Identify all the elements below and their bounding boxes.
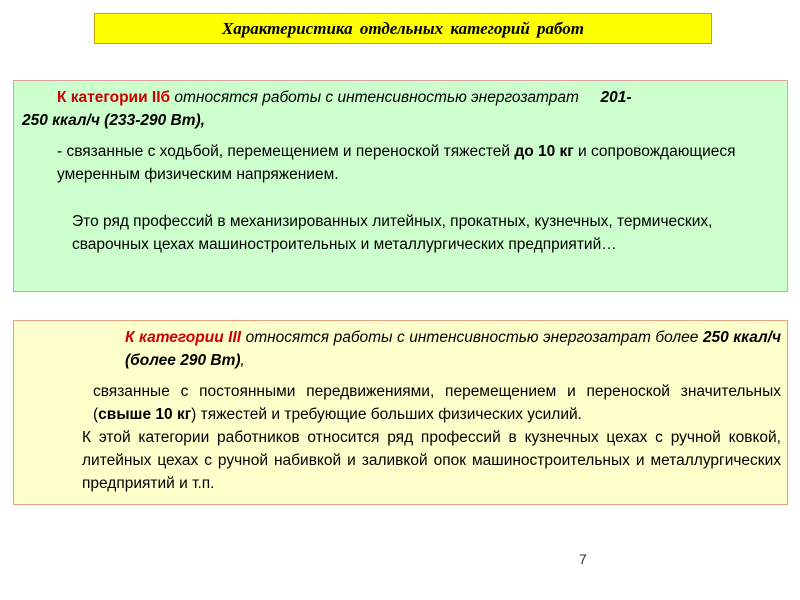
category-3-desc-end: ) тяжестей и требующие больших физических усилий.: [191, 406, 582, 423]
category-2b-weight: до 10 кг: [510, 143, 574, 160]
category-3-description: [21, 380, 781, 426]
category-2b-box: [13, 80, 788, 292]
category-2b-desc-end: и сопровождающиеся умеренным физическим напряжением.: [57, 143, 736, 183]
category-2b-desc-start: - связанные с ходьбой, перемещением и переноской тяжестей: [57, 143, 511, 160]
category-3-definition: [21, 326, 781, 372]
category-3-professions-text: К этой категории работников относится ряд профессий в кузнечных цехах с ручной ковкой, литейных цехах с ручной набивкой и заливкой опок машиностроительных и металлургических предприятий и т.п.: [82, 429, 781, 492]
category-2b-energy: 250 ккал/ч (233-290 Вт),: [22, 112, 205, 129]
category-2b-value: 201-: [600, 89, 632, 106]
category-3-box: [13, 320, 788, 505]
category-3-desc-start: связанные с постоянными передвижениями, перемещением и переноской значительных (: [93, 383, 781, 423]
category-2b-value-line: [22, 109, 779, 132]
category-2b-intro: относятся работы с интенсивностью энергозатрат: [170, 89, 584, 106]
category-2b-description: [22, 140, 779, 186]
category-3-tail: ,: [240, 352, 245, 369]
slide-title-box: [94, 13, 712, 44]
category-3-professions: [21, 426, 781, 495]
category-3-label: К категории III: [125, 329, 242, 346]
category-3-intro: относятся работы с интенсивностью энергозатрат более: [241, 329, 703, 346]
category-2b-label: К категории IIб: [57, 89, 171, 106]
category-3-weight: свыше 10 кг: [98, 406, 192, 423]
slide-title: Характеристика отдельных категорий работ: [221, 18, 585, 38]
category-3-value: 250 ккал/ч (более 290 Вт): [125, 329, 781, 369]
category-2b-professions-text: Это ряд профессий в механизированных литейных, прокатных, кузнечных, термических, сварочных цехах машиностроительных и металлургических предприятий…: [72, 213, 713, 253]
category-2b-professions: [22, 210, 779, 256]
category-2b-definition: [22, 86, 779, 109]
page-number: 7: [579, 551, 587, 567]
